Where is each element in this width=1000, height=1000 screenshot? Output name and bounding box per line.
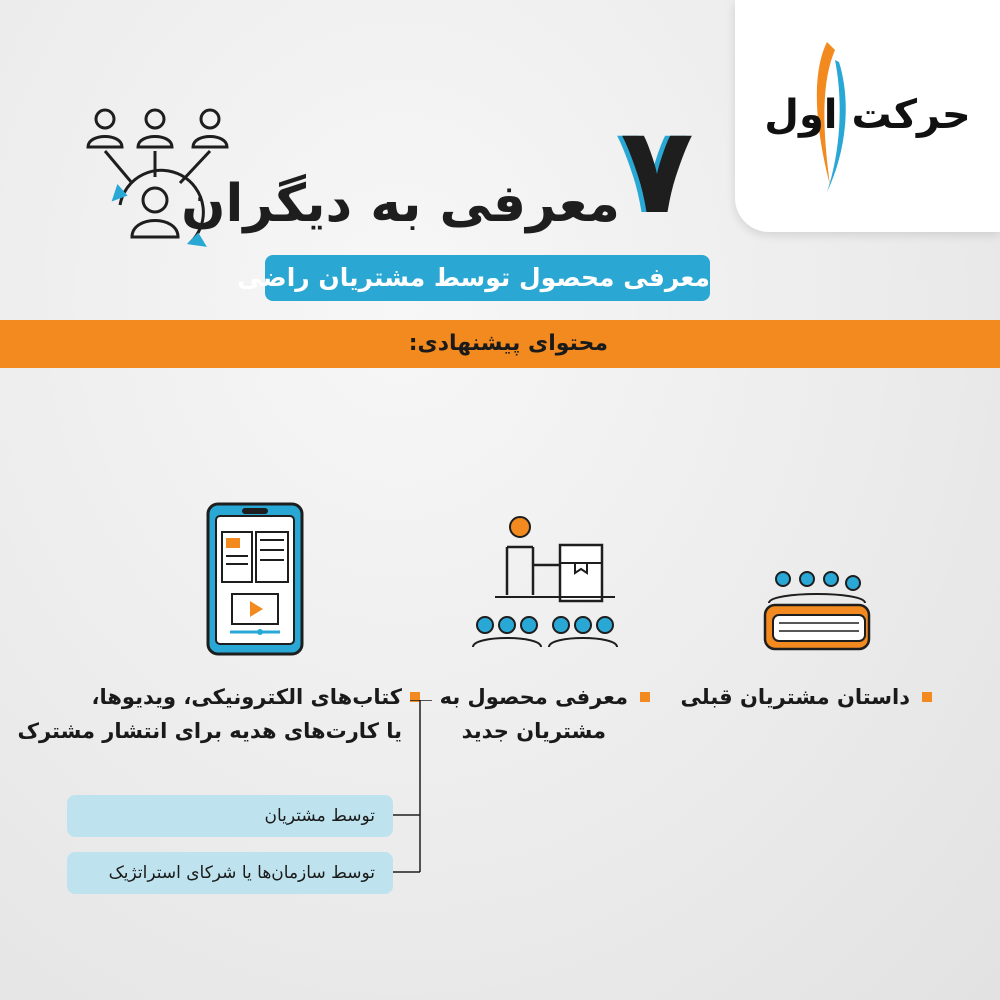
item-line: یا کارت‌های هدیه برای انتشار مشترک	[17, 719, 402, 743]
item-line: معرفی محصول به	[439, 685, 628, 709]
item-line: کتاب‌های الکترونیکی، ویدیوها،	[91, 685, 402, 709]
presenter-audience-icon	[465, 515, 635, 650]
logo-text: حرکت اول	[764, 92, 971, 138]
subtitle-pill: معرفی محصول توسط مشتریان راضی	[265, 255, 710, 301]
item-line: مشتریان جدید	[461, 719, 606, 743]
item-line: داستان مشتریان قبلی	[680, 685, 910, 709]
phone-content-icon	[200, 500, 310, 660]
item-bullet	[922, 692, 932, 702]
book-audience-icon	[755, 565, 875, 660]
sub-item-by-organizations: توسط سازمان‌ها یا شرکای استراتژیک	[67, 852, 393, 894]
section-band-label: محتوای پیشنهادی:	[408, 331, 608, 356]
page-title: معرفی به دیگران	[181, 174, 620, 234]
sub-item-by-customers: توسط مشتریان	[67, 795, 393, 837]
item-product-introduction	[440, 680, 628, 748]
logo-card	[735, 0, 1000, 232]
item-ebooks-videos-giftcards	[17, 680, 402, 748]
title-number: ۷	[620, 102, 694, 241]
item-previous-customers-stories	[681, 680, 910, 714]
item-bullet	[640, 692, 650, 702]
